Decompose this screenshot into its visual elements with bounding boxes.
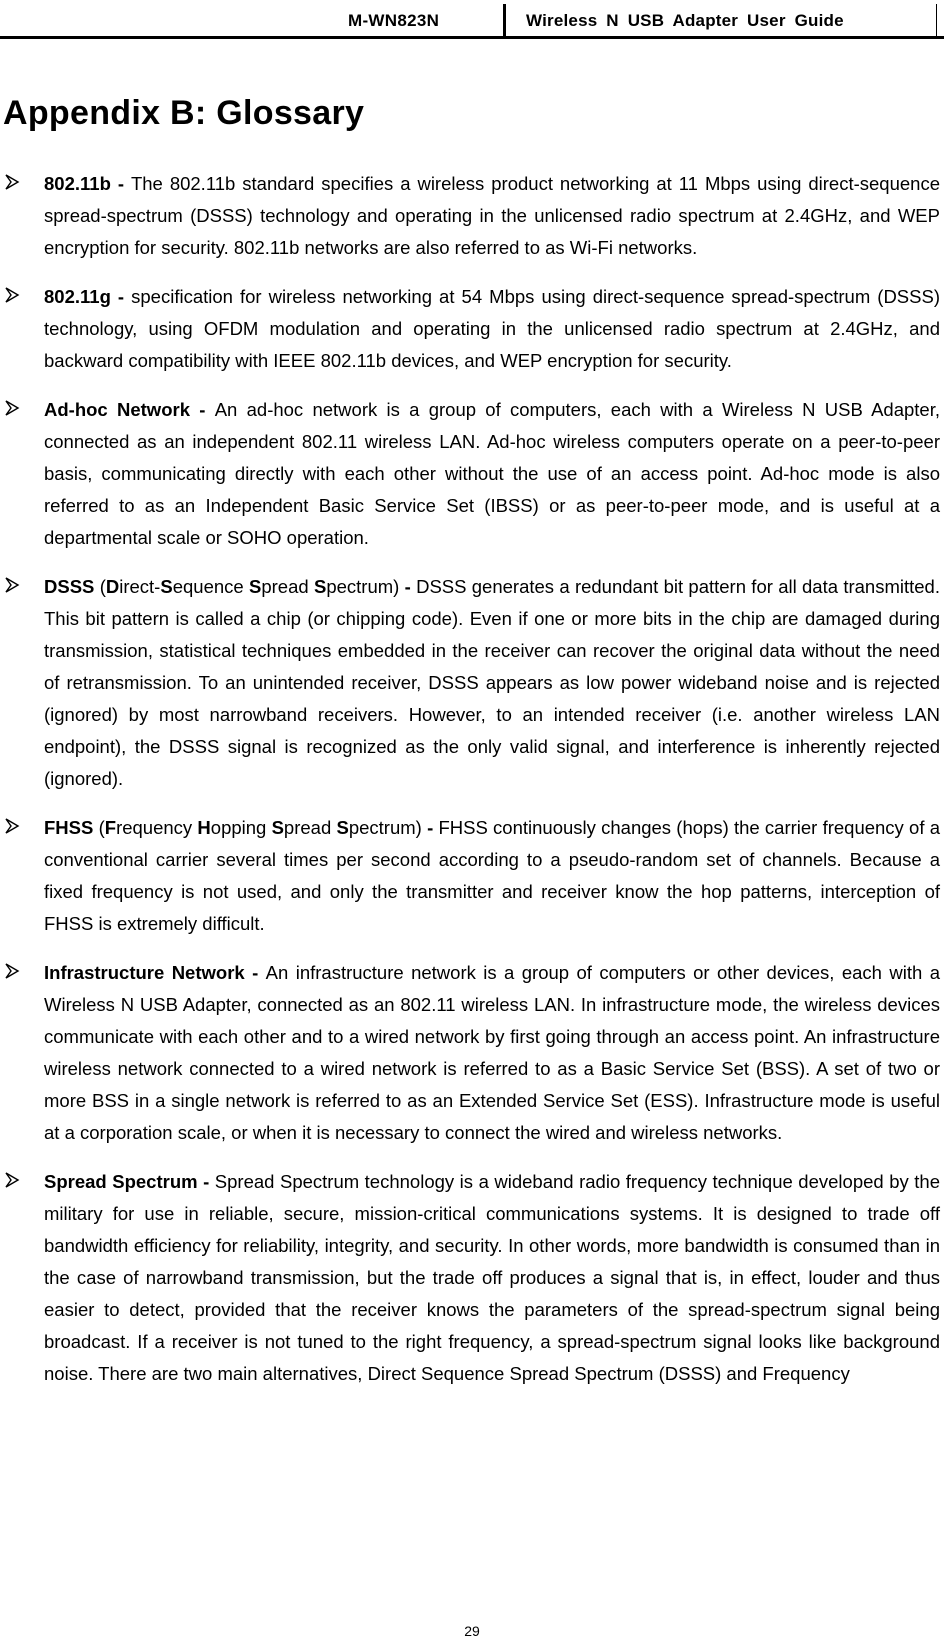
term-text: Spread Spectrum -: [44, 1171, 215, 1192]
term-text: -: [404, 576, 417, 597]
definition-text: DSSS generates a redundant bit pattern for all data transmitted. This bit pattern is called a chip (or chipping code). Even if one or more bits in the chip are damaged during transmission, statistical techniques embedded in the receiver can recover the original data without the need of retransmission. To an unintended receiver, DSSS appears as low power wideband noise and is rejected (ignored) by most narrowband receivers. However, to an intended receiver (i.e. another wireless LAN endpoint), the DSSS signal is recognized as the only valid signal, and interference is inherently rejected (ignored).: [44, 576, 940, 789]
header-rule: [0, 36, 944, 39]
definition-text: pectrum): [326, 576, 405, 597]
definition-text: irect-: [119, 576, 161, 597]
definition-text: requency: [116, 817, 198, 838]
page-number: 29: [464, 1623, 480, 1639]
glossary-entry: [0, 1166, 944, 1390]
glossary-entry-text: [44, 812, 940, 940]
term-text: 802.11g -: [44, 286, 132, 307]
glossary-list: [0, 168, 944, 1407]
term-text: 802.11b -: [44, 173, 131, 194]
definition-text: pread: [261, 576, 314, 597]
definition-text: The 802.11b standard specifies a wireless product networking at 11 Mbps using direct-sequence spread-spectrum (DSSS) technology and operating in the unlicensed radio spectrum at 2.4GHz, and WEP encryption for security. 802.11b networks are also referred to as Wi-Fi networks.: [44, 173, 940, 258]
guide-title: Wireless N USB Adapter User Guide: [526, 11, 844, 30]
definition-text: FHSS continuously changes (hops) the carrier frequency of a conventional carrier several times per second according to a pseudo-random set of channels. Because a fixed frequency is not used, and only the transmitter and receiver know the hop patterns, interception of FHSS is extremely difficult.: [44, 817, 940, 934]
glossary-entry-text: [44, 571, 940, 795]
definition-text: (: [93, 817, 105, 838]
glossary-entry: [0, 957, 944, 1149]
glossary-entry-text: [44, 394, 940, 554]
definition-text: opping: [210, 817, 272, 838]
arrow-bullet-icon: [4, 286, 20, 304]
term-text: D: [105, 576, 120, 597]
definition-text: Spread Spectrum technology is a wideband radio frequency technique developed by the military for use in reliable, secure, mission-critical communications systems. It is designed to trade off bandwidth efficiency for reliability, integrity, and security. In other words, more bandwidth is consumed than in the case of narrowband transmission, but the trade off produces a signal that is, in effect, louder and thus easier to detect, provided that the receiver knows the parameters of the spread-spectrum signal being broadcast. If a receiver is not tuned to the right frequency, a spread-spectrum signal looks like background noise. There are two main alternatives, Direct Sequence Spread Spectrum (DSSS) and Frequency: [44, 1171, 940, 1384]
page-header: [0, 0, 944, 40]
definition-text: An infrastructure network is a group of computers or other devices, each with a Wireless N USB Adapter, connected as an 802.11 wireless LAN. In infrastructure mode, the wireless devices communicate with each other and to a wired network by first going through an access point. An infrastructure wireless network connected to a wired network is referred to as a Basic Service Set (BSS). A set of two or more BSS in a single network is referred to as an Extended Service Set (ESS). Infrastructure mode is useful at a corporation scale, or when it is necessary to connect the wired and wireless networks.: [44, 962, 940, 1143]
page-title: Appendix B: Glossary: [3, 94, 365, 132]
arrow-bullet-icon: [4, 962, 20, 980]
term-text: S: [271, 817, 284, 838]
term-text: FHSS: [44, 817, 94, 838]
term-text: F: [104, 817, 117, 838]
glossary-entry-text: [44, 281, 940, 377]
arrow-bullet-icon: [4, 576, 20, 594]
model-name: M-WN823N: [348, 11, 440, 30]
definition-text: An ad-hoc network is a group of computers, each with a Wireless N USB Adapter, connected as an independent 802.11 wireless LAN. Ad-hoc wireless computers operate on a peer-to-peer basis, communicating directly with each other without the use of an access point. Ad-hoc mode is also referred to as an Independent Basic Service Set (IBSS) or as peer-to-peer mode, and is useful at a departmental scale or SOHO operation.: [44, 399, 940, 548]
glossary-entry: [0, 571, 944, 795]
definition-text: pread: [283, 817, 337, 838]
term-text: H: [197, 817, 211, 838]
definition-text: equence: [172, 576, 249, 597]
definition-text: pectrum): [348, 817, 428, 838]
term-text: S: [336, 817, 349, 838]
glossary-entry-text: [44, 957, 940, 1149]
arrow-bullet-icon: [4, 817, 20, 835]
term-text: S: [249, 576, 262, 597]
glossary-entry: [0, 394, 944, 554]
term-text: -: [427, 817, 439, 838]
glossary-entry-text: [44, 1166, 940, 1390]
definition-text: specification for wireless networking at 54 Mbps using direct-sequence spread-spectrum (DSSS) technology, using OFDM modulation and operating in the unlicensed radio spectrum at 2.4GHz, and backward compatibility with IEEE 802.11b devices, and WEP encryption for security.: [44, 286, 940, 371]
term-text: Infrastructure Network -: [44, 962, 266, 983]
term-text: Ad-hoc Network -: [44, 399, 215, 420]
glossary-entry: [0, 812, 944, 940]
term-text: S: [313, 576, 327, 597]
arrow-bullet-icon: [4, 1171, 20, 1189]
term-text: S: [160, 576, 173, 597]
glossary-entry-text: [44, 168, 940, 264]
arrow-bullet-icon: [4, 173, 20, 191]
term-text: DSSS: [44, 576, 95, 597]
arrow-bullet-icon: [4, 399, 20, 417]
definition-text: (: [94, 576, 106, 597]
glossary-entry: [0, 281, 944, 377]
glossary-entry: [0, 168, 944, 264]
